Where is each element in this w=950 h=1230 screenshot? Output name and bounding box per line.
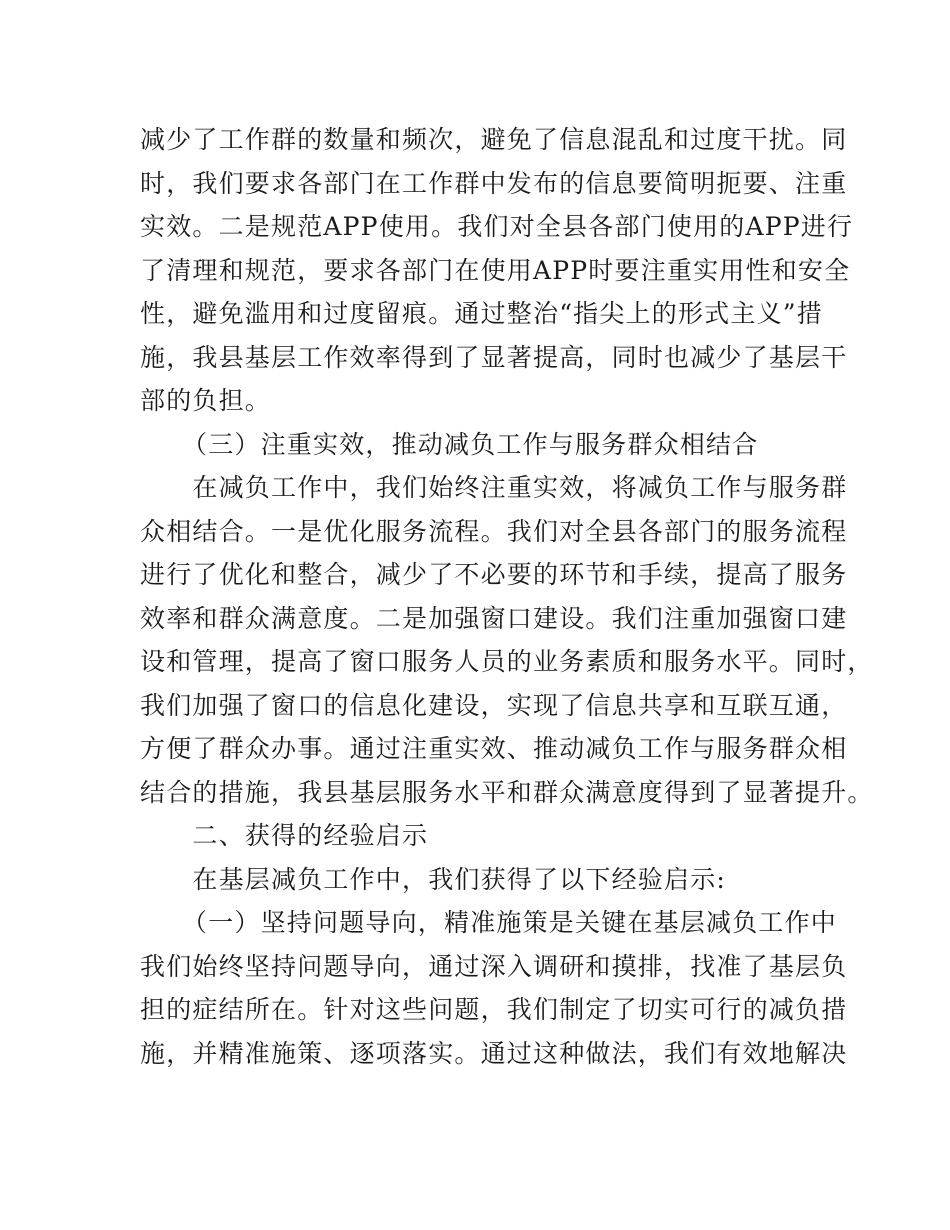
text-line: 结合的措施，我县基层服务水平和群众满意度得到了显著提升。	[140, 777, 874, 807]
text-line: 施，我县基层工作效率得到了显著提高，同时也减少了基层干	[140, 342, 848, 372]
text-line: 众相结合。一是优化服务流程。我们对全县各部门的服务流程	[140, 516, 848, 546]
text-line: 了清理和规范，要求各部门在使用APP时要注重实用性和安全	[140, 255, 851, 285]
text-line: 实效。二是规范APP使用。我们对全县各部门使用的APP进行	[140, 212, 854, 241]
text-line: 时，我们要求各部门在工作群中发布的信息要简明扼要、注重	[140, 168, 848, 198]
text-line: 我们始终坚持问题导向，通过深入调研和摸排，找准了基层负	[140, 951, 848, 981]
text-line: 设和管理，提高了窗口服务人员的业务素质和服务水平。同时，	[140, 647, 874, 676]
document-body	[140, 118, 874, 1075]
text-line: 方便了群众办事。通过注重实效、推动减负工作与服务群众相	[140, 734, 848, 763]
text-line: 减少了工作群的数量和频次，避免了信息混乱和过度干扰。同	[140, 125, 848, 154]
text-line: 施，并精准施策、逐项落实。通过这种做法，我们有效地解决	[140, 1038, 848, 1068]
text-line: 效率和群众满意度。二是加强窗口建设。我们注重加强窗口建	[140, 603, 848, 633]
section-heading: （三）注重实效，推动减负工作与服务群众相结合	[182, 429, 759, 459]
text-line: 我们加强了窗口的信息化建设，实现了信息共享和互联互通，	[140, 690, 848, 720]
text-line: 部的负担。	[140, 386, 272, 415]
text-line: 在基层减负工作中，我们获得了以下经验启示:	[140, 864, 727, 894]
text-line: 担的症结所在。针对这些问题，我们制定了切实可行的减负措	[140, 995, 848, 1024]
text-line: 性，避免滥用和过度留痕。通过整治“指尖上的形式主义”措	[140, 299, 823, 328]
text-line: 进行了优化和整合，减少了不必要的环节和手续，提高了服务	[140, 560, 848, 589]
subsection-heading: （一）坚持问题导向，精准施策是关键在基层减负工作中	[182, 908, 838, 937]
section-heading: 二、获得的经验启示	[140, 821, 429, 850]
text-line: 在减负工作中，我们始终注重实效，将减负工作与服务群	[140, 473, 848, 502]
